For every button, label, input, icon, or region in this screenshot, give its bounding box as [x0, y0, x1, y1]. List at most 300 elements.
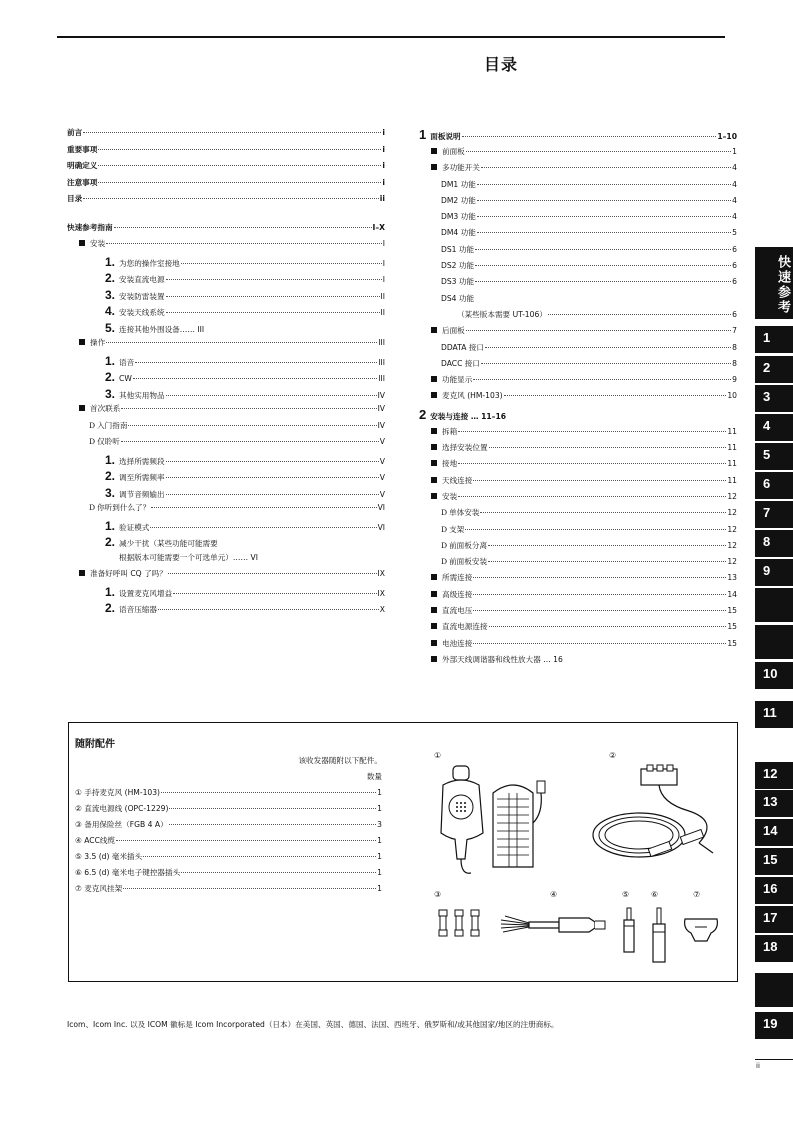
- toc-entry[interactable]: [67, 304, 385, 321]
- toc-entry-title: [431, 458, 457, 469]
- toc-entry[interactable]: [419, 605, 737, 621]
- toc-entry-text: 麦克风 (HM-103): [442, 391, 503, 401]
- toc-entry-title: [105, 535, 218, 549]
- toc-entry-text: DM4 功能: [441, 228, 476, 238]
- toc-entry-title: [79, 403, 120, 414]
- accessory-name: ③ 备用保险丝（FGB 4 A）: [75, 820, 168, 829]
- toc-entry-title: [67, 127, 82, 138]
- accessory-item: [75, 883, 382, 899]
- toc-entry-text: DM2 功能: [441, 195, 476, 205]
- dot-leader: [114, 227, 372, 228]
- bullet-square-icon: [431, 327, 437, 333]
- toc-entry[interactable]: [419, 127, 737, 146]
- toc-entry-text: 所需连接: [442, 573, 473, 583]
- dot-leader: [475, 281, 731, 282]
- chapter-tab-blank[interactable]: [755, 973, 793, 1007]
- toc-entry-title: [105, 255, 180, 269]
- toc-entry-text: 准备好呼叫 CQ 了吗？: [90, 569, 167, 578]
- dot-leader: [477, 216, 731, 217]
- bullet-square-icon: [431, 148, 437, 154]
- dot-leader: [504, 395, 727, 396]
- dot-leader: [166, 461, 379, 462]
- d-marker-icon: D: [89, 437, 96, 446]
- chapter-number: 2: [419, 406, 427, 422]
- bullet-square-icon: [431, 164, 437, 170]
- toc-page-number: III: [378, 338, 385, 347]
- toc-entry-title: [431, 162, 480, 173]
- toc-entry-text: 前面板分离: [449, 540, 488, 550]
- toc-entry-text: 调节音频输出: [119, 489, 165, 499]
- dot-leader: [143, 856, 376, 857]
- accessory-item: [75, 787, 382, 803]
- toc-entry-text: DS2 功能: [441, 261, 475, 271]
- toc-entry-text: 拆箱: [442, 426, 458, 436]
- toc-entry-title: [105, 321, 204, 335]
- toc-entry[interactable]: [67, 552, 385, 569]
- toc-entry[interactable]: [419, 260, 737, 276]
- quick-reference-tab[interactable]: 快速参考: [755, 247, 793, 319]
- toc-entry-text: DS3 功能: [441, 277, 475, 287]
- plug-3-5mm-illustration: [619, 906, 639, 954]
- chapter-tab-5[interactable]: 5: [755, 443, 793, 470]
- chapter-tab-16[interactable]: 16: [755, 877, 793, 904]
- toc-entry[interactable]: [67, 420, 385, 437]
- toc-entry-text: DM3 功能: [441, 212, 476, 222]
- toc-entry-title: [431, 475, 472, 486]
- bullet-square-icon: [431, 376, 437, 382]
- toc-page-number: V: [379, 489, 385, 499]
- toc-entry-text: 直流电压: [442, 606, 473, 616]
- chapter-tab-18[interactable]: 18: [755, 935, 793, 962]
- toc-page-number: 12: [727, 524, 737, 534]
- accessory-item: [75, 851, 382, 867]
- toc-entry[interactable]: [419, 442, 737, 458]
- toc-entry-text: 支架: [449, 524, 465, 534]
- dot-leader: [481, 167, 731, 168]
- chapter-tab-blank[interactable]: [755, 588, 793, 622]
- toc-page-number: I: [382, 258, 385, 268]
- dot-leader: [166, 312, 380, 313]
- toc-entry[interactable]: [67, 337, 385, 354]
- dc-cable-illustration: [589, 763, 719, 873]
- dot-leader: [166, 395, 377, 396]
- toc-entry-text: 直流电源连接: [442, 622, 488, 632]
- toc-entry[interactable]: [419, 179, 737, 195]
- chapter-tab-12[interactable]: 12: [755, 762, 793, 789]
- toc-page-number: 4: [732, 195, 737, 205]
- mic-hanger-illustration: [681, 915, 721, 945]
- toc-entry[interactable]: [419, 426, 737, 442]
- bullet-square-icon: [431, 574, 437, 580]
- bullet-square-icon: [431, 607, 437, 613]
- toc-entry[interactable]: [419, 491, 737, 507]
- toc-entry[interactable]: [419, 325, 737, 341]
- toc-page-number: 6: [732, 244, 737, 254]
- toc-entry[interactable]: [67, 354, 385, 371]
- chapter-number: 1: [419, 127, 427, 142]
- dot-leader: [488, 545, 726, 546]
- dot-leader: [123, 888, 376, 889]
- chapter-tab-3[interactable]: 3: [755, 385, 793, 412]
- dot-leader: [473, 480, 726, 481]
- toc-entry[interactable]: [67, 370, 385, 387]
- toc-page-number: 12: [727, 491, 737, 501]
- toc-entry[interactable]: [419, 276, 737, 292]
- dot-leader: [98, 165, 381, 166]
- toc-entry-text: 高级连接: [442, 589, 473, 599]
- toc-page-number: 6: [732, 261, 737, 271]
- toc-entry-text: 连接其他外围设备…… III: [119, 324, 205, 334]
- plug-6-5mm-illustration: [649, 906, 669, 966]
- toc-entry-text: 仅聆听: [97, 437, 120, 446]
- toc-entry-title: [441, 556, 487, 567]
- toc-entry-number: 1.: [105, 452, 116, 467]
- acc-cable-illustration: [499, 906, 609, 946]
- dot-leader: [548, 314, 731, 315]
- toc-page-number: 15: [727, 622, 737, 632]
- toc-entry-title: [431, 442, 488, 453]
- chapter-tab-9[interactable]: 9: [755, 559, 793, 586]
- dot-leader: [473, 643, 726, 644]
- toc-entry-text: DACC 接口: [441, 358, 480, 368]
- toc-entry-title: [419, 127, 461, 142]
- toc-entry[interactable]: [67, 436, 385, 453]
- toc-entry-text: 安装与连接 … 11–16: [430, 411, 507, 421]
- toc-entry-text: （某些版本需要 UT-106）: [457, 309, 547, 319]
- bullet-square-icon: [431, 460, 437, 466]
- toc-entry[interactable]: [67, 519, 385, 536]
- toc-entry[interactable]: [419, 211, 737, 227]
- accessory-name: ④ ACC线缆: [75, 836, 116, 845]
- toc-entry[interactable]: [419, 458, 737, 474]
- toc-entry[interactable]: [419, 507, 737, 523]
- toc-entry[interactable]: [419, 293, 737, 309]
- toc-page-number: 4: [732, 212, 737, 222]
- toc-entry-text: 首次联系: [90, 404, 121, 413]
- toc-entry-text: 调至所需频率: [119, 473, 165, 482]
- toc-entry-number: 3.: [105, 287, 116, 302]
- toc-entry[interactable]: [67, 453, 385, 470]
- toc-entry[interactable]: [67, 469, 385, 486]
- accessory-quantity: 1: [377, 804, 382, 813]
- accessory-item: [75, 835, 382, 851]
- trademark-footer: Icom、Icom Inc. 以及 ICOM 徽标是 Icom Incorporated（日本）在美国、英国、德国、法国、西班牙、俄罗斯和/或其他国家/地区的注册商标。: [67, 1020, 559, 1029]
- toc-entry-number: 5.: [105, 320, 116, 335]
- toc-entry[interactable]: [419, 342, 737, 358]
- toc-entry-number: 2.: [105, 601, 116, 615]
- toc-entry-title: [105, 486, 165, 500]
- dot-leader: [181, 872, 376, 873]
- toc-page-number: i: [382, 177, 385, 187]
- dot-leader: [151, 507, 376, 508]
- toc-page-number: 7: [732, 326, 737, 336]
- bullet-square-icon: [431, 493, 437, 499]
- bullet-square-icon: [79, 405, 85, 411]
- toc-entry[interactable]: [419, 475, 737, 491]
- toc-entry[interactable]: [419, 195, 737, 211]
- toc-entry-title: [89, 436, 120, 447]
- toc-page-number: 15: [727, 606, 737, 616]
- toc-entry[interactable]: [67, 255, 385, 272]
- accessory-item: [75, 803, 382, 819]
- quantity-header: 数量: [366, 772, 382, 781]
- accessories-note: 该收发器随附以下配件。: [298, 756, 382, 765]
- toc-entry[interactable]: [67, 568, 385, 585]
- chapter-tab-11[interactable]: 11: [755, 701, 793, 728]
- toc-page-number: V: [379, 456, 385, 466]
- toc-entry[interactable]: [67, 288, 385, 305]
- toc-entry-number: 2.: [105, 535, 116, 549]
- dot-leader: [181, 263, 382, 264]
- top-rule: [57, 36, 725, 38]
- toc-entry-title: [79, 568, 167, 579]
- dot-leader: [106, 342, 377, 343]
- toc-page-number: IV: [377, 420, 385, 430]
- toc-entry[interactable]: [419, 654, 737, 670]
- toc-entry-title: [441, 211, 476, 222]
- d-marker-icon: D: [441, 508, 448, 518]
- toc-entry-text: 天线连接: [442, 475, 473, 485]
- toc-entry-title: [441, 540, 487, 551]
- toc-page-number: 8: [732, 342, 737, 352]
- toc-entry[interactable]: [67, 177, 385, 194]
- toc-entry-text: 安装: [90, 239, 106, 248]
- toc-entry[interactable]: [419, 524, 737, 540]
- toc-entry[interactable]: [419, 358, 737, 374]
- bullet-square-icon: [431, 444, 437, 450]
- toc-entry[interactable]: [419, 146, 737, 162]
- chapter-tab-17[interactable]: 17: [755, 906, 793, 933]
- toc-entry-title: [89, 502, 150, 513]
- dot-leader: [166, 279, 382, 280]
- accessory-name: ② 直流电源线 (OPC-1229): [75, 804, 169, 813]
- toc-entry-text: 多功能开关: [442, 163, 480, 173]
- toc-entry[interactable]: [419, 309, 737, 325]
- toc-entry[interactable]: [419, 556, 737, 572]
- toc-entry-text: 减少干扰（某些功能可能需要: [119, 539, 218, 548]
- toc-entry[interactable]: [67, 585, 385, 602]
- toc-entry[interactable]: [419, 621, 737, 637]
- toc-entry-title: [105, 288, 165, 302]
- accessory-quantity: 1: [377, 884, 382, 893]
- toc-entry-title: [431, 621, 488, 632]
- toc-page-number: 8: [732, 358, 737, 368]
- toc-page-number: VI: [377, 503, 385, 512]
- toc-entry-text: 功能显示: [442, 375, 473, 385]
- dot-leader: [169, 808, 376, 809]
- toc-entry-title: [431, 491, 457, 502]
- toc-spacer: [67, 210, 385, 222]
- toc-entry-number: 2.: [105, 370, 116, 384]
- chapter-tab-19[interactable]: 19: [755, 1012, 793, 1039]
- fuses-illustration: [437, 906, 487, 942]
- toc-entry[interactable]: [419, 227, 737, 243]
- toc-entry-title: [105, 601, 157, 615]
- toc-entry-title: [431, 325, 465, 336]
- toc-page-number: i: [382, 144, 385, 154]
- toc-page-number: 12: [727, 508, 737, 518]
- toc-entry-text: 语音: [119, 357, 135, 367]
- toc-entry[interactable]: [419, 390, 737, 406]
- toc-page-number: 11: [727, 475, 737, 485]
- dot-leader: [128, 425, 376, 426]
- toc-page-number: 4: [732, 163, 737, 173]
- toc-entry[interactable]: [419, 540, 737, 556]
- d-marker-icon: D: [441, 557, 448, 567]
- bottom-rule: [755, 1059, 793, 1060]
- toc-entry[interactable]: [67, 321, 385, 338]
- accessory-item: [75, 867, 382, 883]
- dot-leader: [133, 378, 377, 379]
- figure-label-1: ①: [434, 751, 442, 760]
- accessory-quantity: 1: [377, 788, 382, 797]
- toc-entry[interactable]: [419, 162, 737, 178]
- figure-label-2: ②: [609, 751, 617, 760]
- toc-page-number: ii: [379, 194, 385, 203]
- bullet-square-icon: [79, 240, 85, 246]
- toc-entry-title: [105, 453, 165, 467]
- toc-entry-text: CW: [119, 374, 132, 383]
- chapter-tab-14[interactable]: 14: [755, 819, 793, 846]
- toc-page-number: i: [382, 128, 385, 137]
- toc-entry-title: [67, 177, 97, 188]
- toc-entry[interactable]: [419, 589, 737, 605]
- toc-entry[interactable]: [67, 160, 385, 177]
- toc-entry-text: 注意事项: [67, 177, 98, 187]
- toc-entry-text: 目录: [67, 194, 83, 203]
- dot-leader: [465, 529, 726, 530]
- toc-page-number: 1–10: [717, 132, 737, 141]
- toc-entry-text: 为您的操作室接地: [119, 258, 180, 268]
- toc-entry-title: [105, 519, 149, 533]
- chapter-tab-2[interactable]: 2: [755, 356, 793, 383]
- toc-entry-title: [441, 276, 474, 287]
- chapter-tab-6[interactable]: 6: [755, 472, 793, 499]
- toc-entry-text: 其他实用物品: [119, 390, 165, 400]
- figure-label-6: ⑥: [651, 890, 659, 899]
- toc-entry-text: DS4 功能: [441, 293, 475, 303]
- chapter-tab-4[interactable]: 4: [755, 414, 793, 441]
- accessory-name: ⑥ 6.5 (d) 毫米电子键控器插头: [75, 868, 181, 877]
- toc-entry[interactable]: [67, 193, 385, 210]
- chapter-tab-10[interactable]: 10: [755, 662, 793, 689]
- accessories-box: [68, 722, 738, 982]
- toc-entry[interactable]: [67, 127, 385, 144]
- chapter-tab-7[interactable]: 7: [755, 501, 793, 528]
- toc-entry[interactable]: [419, 374, 737, 390]
- accessory-name: ⑤ 3.5 (d) 毫米插头: [75, 852, 143, 861]
- toc-entry[interactable]: [67, 403, 385, 420]
- dot-leader: [166, 477, 379, 478]
- toc-entry-title: [119, 552, 258, 563]
- dot-leader: [480, 512, 726, 513]
- toc-entry[interactable]: [67, 601, 385, 618]
- bullet-square-icon: [431, 392, 437, 398]
- toc-entry[interactable]: [67, 387, 385, 404]
- toc-entry-title: [441, 342, 484, 353]
- toc-page-number: 14: [727, 589, 737, 599]
- toc-page-number: V: [379, 473, 385, 482]
- toc-entry[interactable]: [419, 407, 737, 426]
- dot-leader: [466, 151, 731, 152]
- toc-entry-title: [419, 407, 506, 422]
- toc-page-number: 4: [732, 179, 737, 189]
- toc-page-number: IX: [377, 588, 385, 598]
- toc-page-number: I: [382, 275, 385, 284]
- chapter-tab-13[interactable]: 13: [755, 790, 793, 817]
- dot-leader: [173, 593, 376, 594]
- toc-entry-title: [431, 374, 472, 385]
- toc-entry-title: [67, 222, 113, 233]
- toc-page-number: IV: [377, 390, 385, 400]
- toc-entry-title: [67, 160, 97, 171]
- toc-entry-text: 快速参考指南: [67, 222, 113, 232]
- dot-leader: [477, 232, 731, 233]
- toc-entry-text: 语音压缩器: [119, 605, 157, 614]
- dot-leader: [98, 182, 381, 183]
- chapter-tab-blank[interactable]: [755, 625, 793, 659]
- toc-entry[interactable]: [419, 244, 737, 260]
- toc-entry[interactable]: [67, 486, 385, 503]
- toc-entry[interactable]: [67, 238, 385, 255]
- toc-entry-title: [105, 469, 165, 483]
- toc-entry-text: 设置麦克风增益: [119, 588, 173, 598]
- toc-entry[interactable]: [419, 638, 737, 654]
- toc-page-number: III: [378, 374, 385, 383]
- toc-entry-number: 2.: [105, 271, 116, 285]
- toc-entry[interactable]: [67, 502, 385, 519]
- chapter-tab-8[interactable]: 8: [755, 530, 793, 557]
- dot-leader: [135, 362, 377, 363]
- toc-page-number: 12: [727, 540, 737, 550]
- toc-entry-text: 面板说明: [430, 132, 461, 141]
- toc-entry-title: [431, 146, 465, 157]
- toc-entry-text: 操作: [90, 338, 106, 347]
- dot-leader: [106, 243, 382, 244]
- toc-entry-title: [431, 589, 472, 600]
- dot-leader: [168, 573, 377, 574]
- toc-entry-text: 前面板: [442, 147, 465, 156]
- dot-leader: [473, 610, 726, 611]
- page-number: ii: [756, 1062, 760, 1070]
- dot-leader: [489, 447, 727, 448]
- toc-entry-title: [431, 638, 472, 649]
- chapter-tab-1[interactable]: 1: [755, 326, 793, 353]
- toc-entry-number: 1.: [105, 518, 116, 533]
- toc-entry[interactable]: [419, 572, 737, 588]
- toc-entry-text: 单体安装: [449, 508, 480, 518]
- dot-leader: [116, 840, 376, 841]
- toc-entry-title: [67, 144, 97, 155]
- chapter-tab-15[interactable]: 15: [755, 848, 793, 875]
- toc-entry-number: 3.: [105, 386, 116, 401]
- toc-entry-text: 接地: [442, 459, 458, 469]
- toc-page-number: 10: [727, 391, 737, 401]
- toc-entry-title: [105, 585, 172, 599]
- accessory-name: ① 手持麦克风 (HM-103): [75, 788, 161, 797]
- toc-entry[interactable]: [67, 144, 385, 161]
- toc-page-number: 12: [727, 557, 737, 567]
- toc-entry-number: 1.: [105, 584, 116, 599]
- toc-entry-text: 选择所需频段: [119, 456, 165, 466]
- toc-entry[interactable]: [67, 535, 385, 552]
- toc-entry-title: [105, 370, 132, 384]
- toc-entry-number: 2.: [105, 469, 116, 483]
- toc-entry[interactable]: [67, 271, 385, 288]
- toc-entry[interactable]: [67, 222, 385, 239]
- dot-leader: [485, 347, 731, 348]
- toc-entry-number: 1.: [105, 254, 116, 269]
